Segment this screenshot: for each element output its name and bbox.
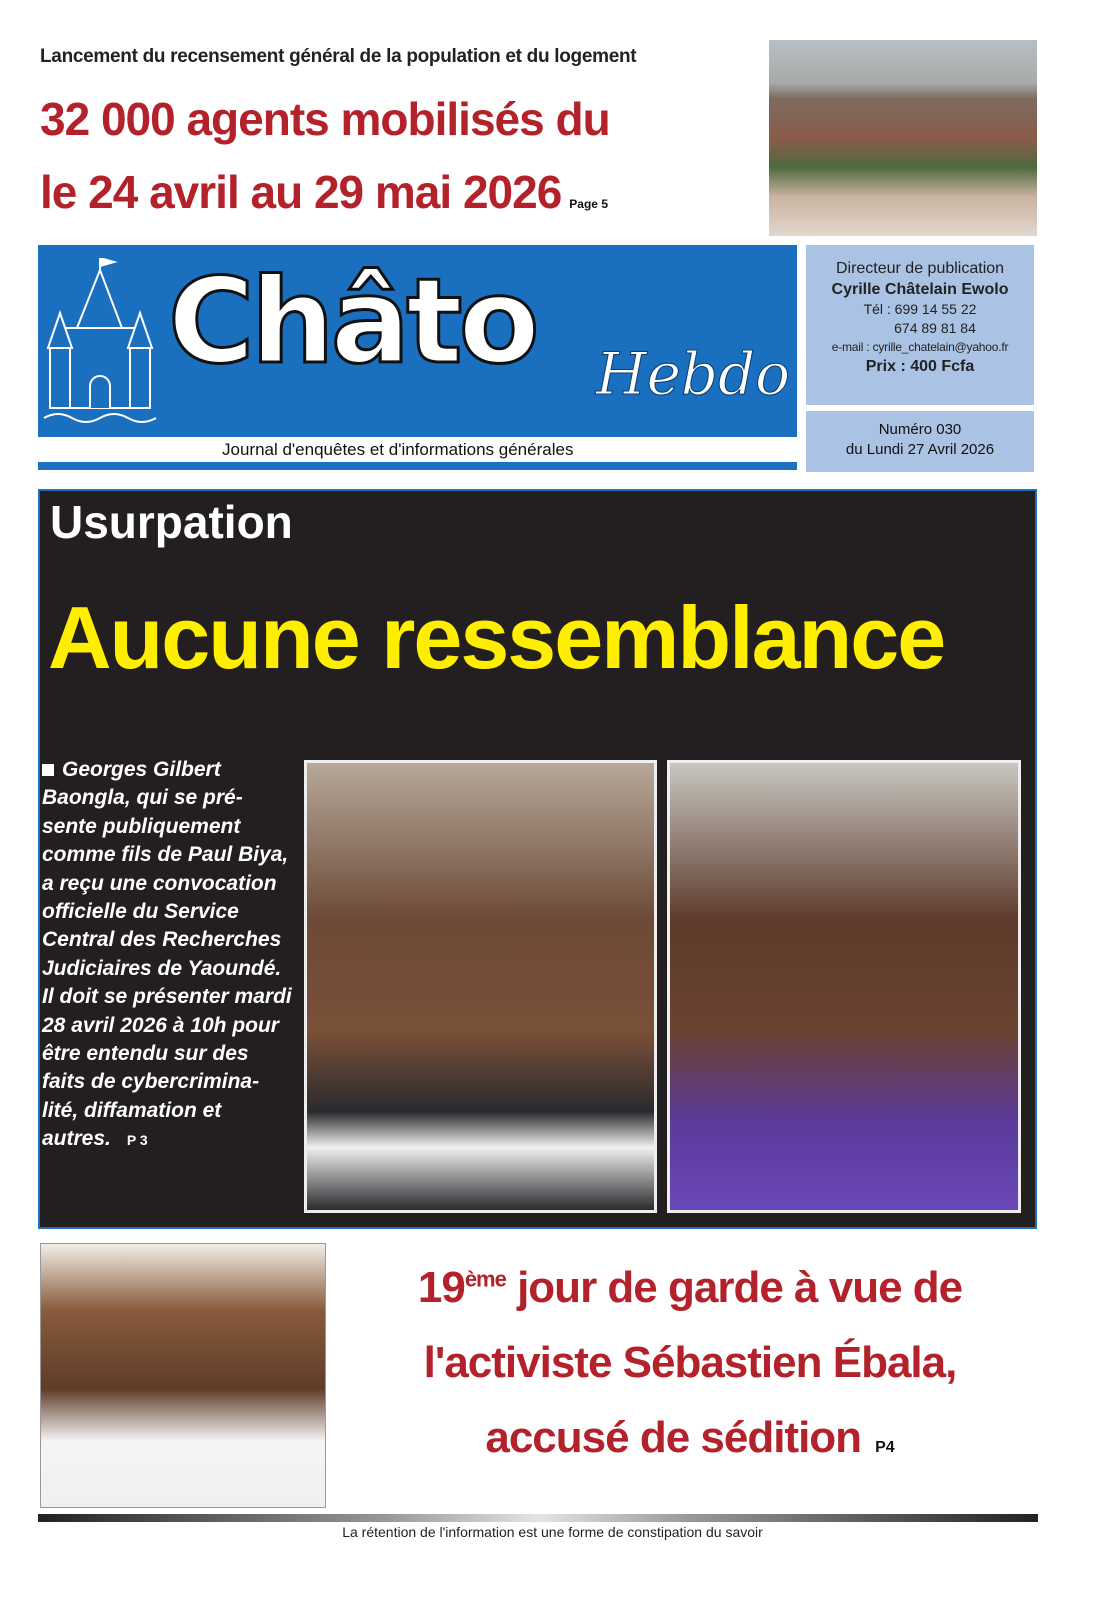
top-story bbox=[40, 36, 762, 220]
portrait-photo-left bbox=[304, 760, 657, 1213]
main-story-headline: Aucune ressemblance bbox=[48, 588, 945, 687]
top-story-headline-line2 bbox=[40, 165, 762, 220]
issue-date: du Lundi 27 Avril 2026 bbox=[845, 441, 995, 458]
activist-photo bbox=[40, 1243, 326, 1508]
main-story-page-ref: P 3 bbox=[126, 1132, 148, 1149]
second-story-page-ref: P4 bbox=[875, 1438, 895, 1456]
headline-sup: ème bbox=[464, 1266, 506, 1292]
second-headline-line1 bbox=[345, 1262, 1035, 1315]
director-label: Directeur de publication bbox=[835, 260, 1005, 277]
castle-logo-icon bbox=[42, 258, 157, 430]
main-story-lead bbox=[42, 756, 294, 1155]
second-headline-line2: l'activiste Sébastien Ébala, bbox=[423, 1337, 957, 1387]
issue-box bbox=[806, 411, 1034, 472]
headline-text: le 24 avril au 29 mai 2026 bbox=[40, 166, 562, 219]
email: e-mail : cyrille_chatelain@yahoo.fr bbox=[831, 340, 1009, 354]
top-story-kicker: Lancement du recensement général de la population et du logement bbox=[40, 46, 637, 67]
headline-num: 19 bbox=[417, 1263, 465, 1312]
top-story-page-ref: Page 5 bbox=[569, 197, 608, 212]
masthead-tagline: Journal d'enquêtes et d'informations générales bbox=[222, 440, 574, 459]
price: Prix : 400 Fcfa bbox=[865, 358, 975, 375]
footer-motto: La rétention de l'information est une forme de constipation du savoir bbox=[342, 1524, 763, 1540]
phone-2: 674 89 81 84 bbox=[894, 320, 976, 336]
second-headline-line3 bbox=[345, 1412, 1035, 1465]
footer-rule bbox=[38, 1514, 1038, 1522]
second-story bbox=[345, 1262, 1035, 1464]
issue-number: Numéro 030 bbox=[878, 421, 962, 438]
top-story-headline-line1: 32 000 agents mobilisés du bbox=[40, 93, 610, 145]
masthead-logo-sub: Hebdo bbox=[596, 340, 791, 408]
publisher-info-box bbox=[806, 245, 1034, 405]
phone-1: Tél : 699 14 55 22 bbox=[863, 301, 977, 317]
masthead-logo: Châto bbox=[168, 252, 536, 390]
main-story-kicker: Usurpation bbox=[50, 496, 293, 548]
masthead-rule bbox=[38, 462, 797, 470]
director-name: Cyrille Châtelain Ewolo bbox=[831, 281, 1009, 298]
headline-text: accusé de sédition bbox=[485, 1412, 862, 1462]
portrait-photo-right bbox=[667, 760, 1021, 1213]
bullet-square-icon bbox=[42, 764, 54, 776]
headline-text: jour de garde à vue de bbox=[505, 1263, 963, 1312]
crowd-photo bbox=[769, 40, 1037, 236]
lead-text: Georges Gilbert Baongla, qui se pré-sente publiquement comme fils de Paul Biya, a reçu une convocation officielle du Service Central des Recherches Judiciaires de Yaoundé. Il doit se présenter mardi 28 avril 2026 à 10h pour être entendu sur des faits de cybercrimina-lité, diffamation et autres. bbox=[42, 758, 292, 1151]
